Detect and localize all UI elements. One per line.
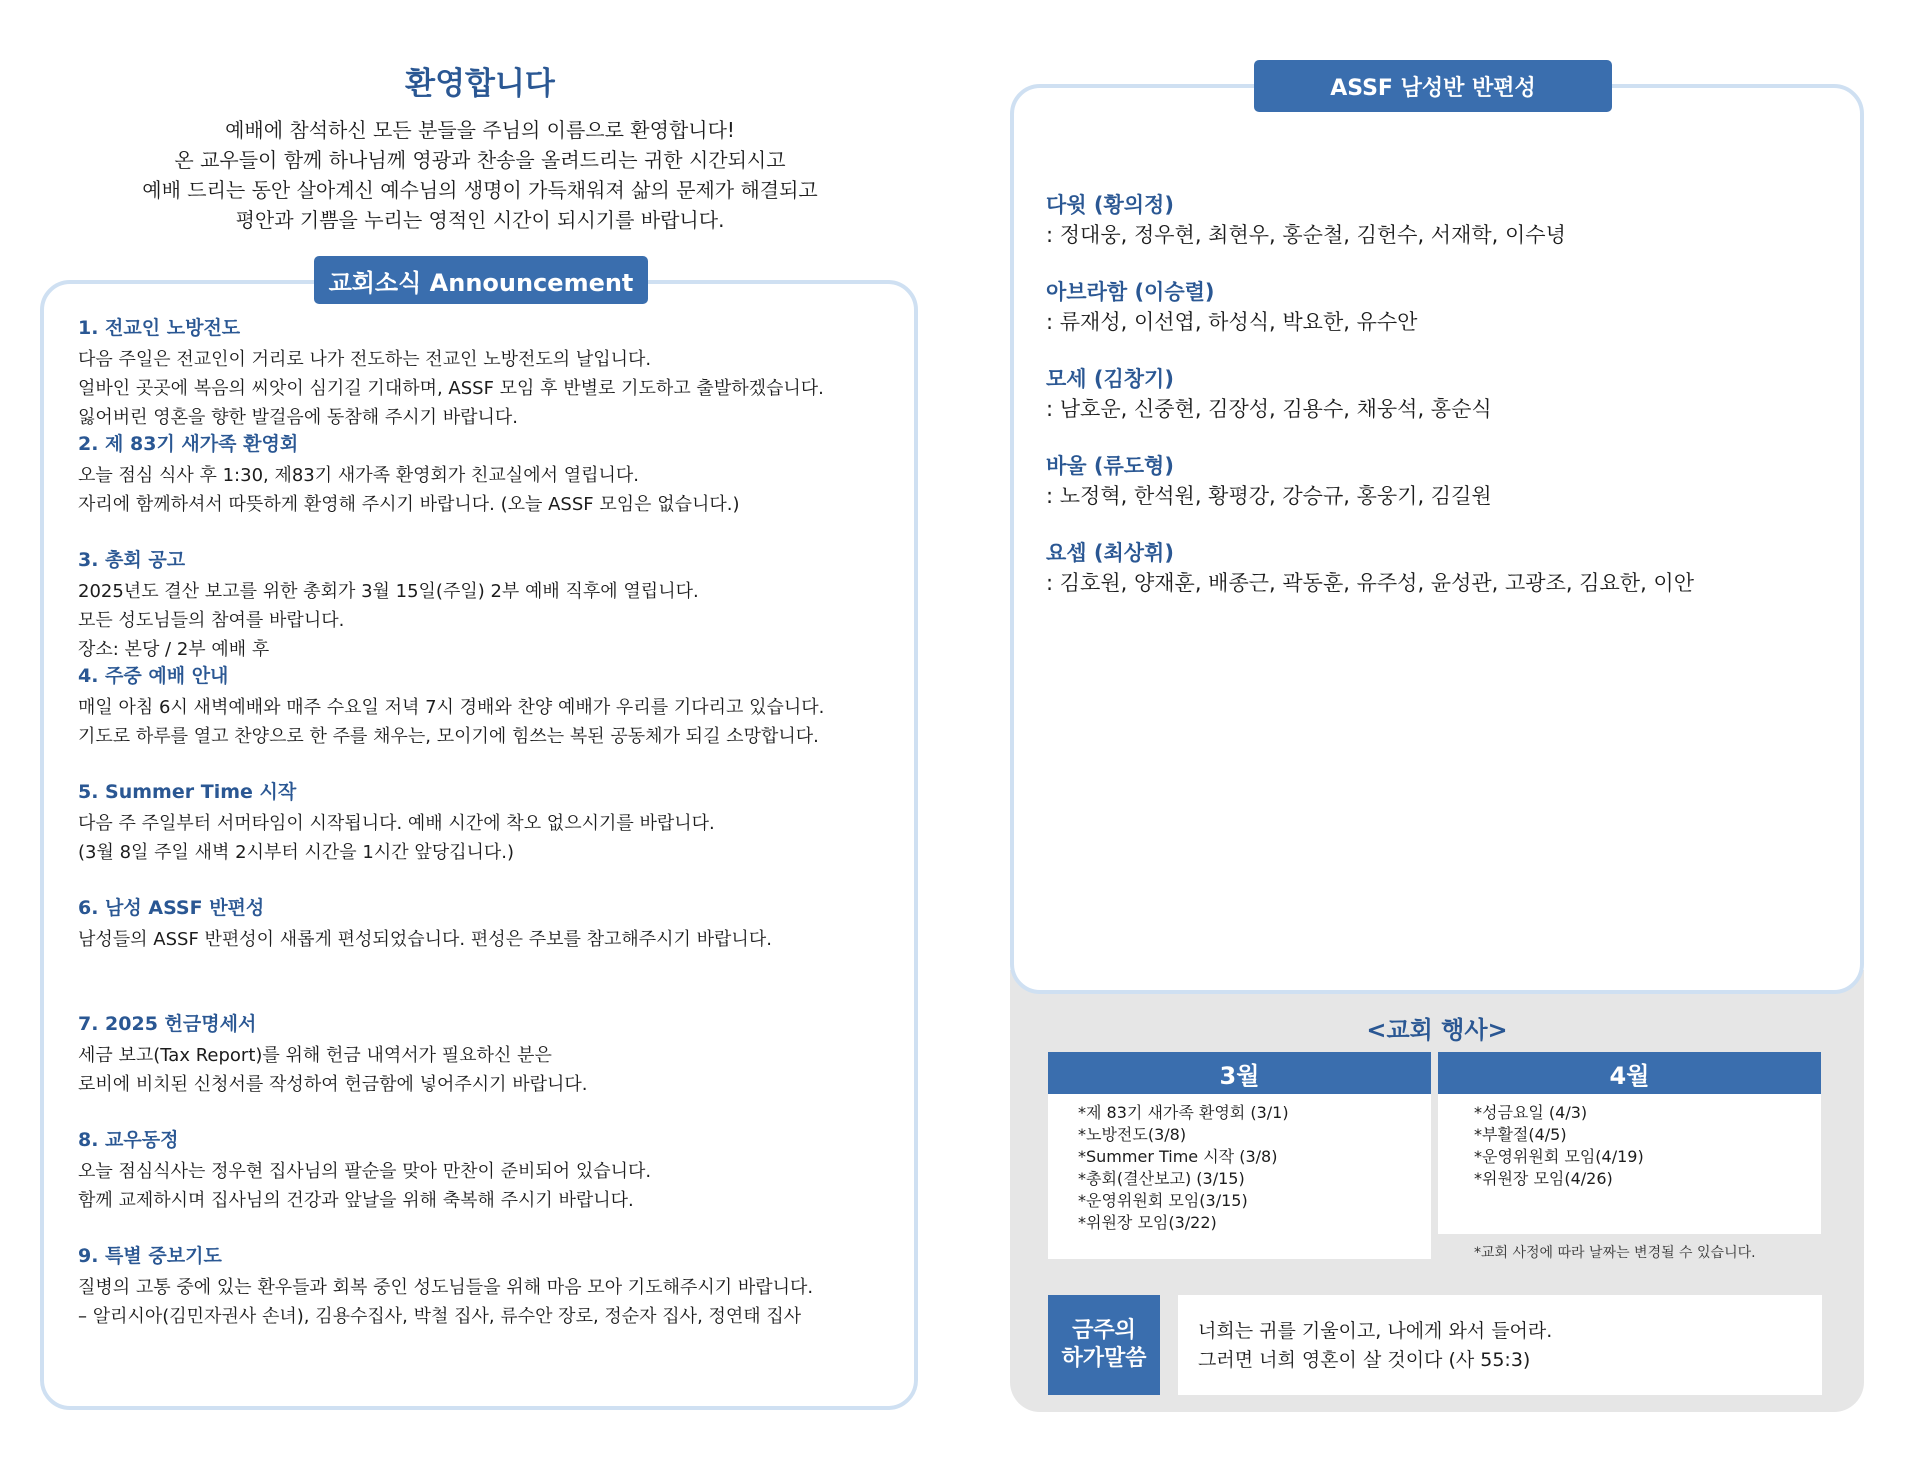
announcement-title: 5. Summer Time 시작 bbox=[78, 781, 297, 803]
group-name: 바울 (류도형) bbox=[1046, 454, 1174, 478]
announcement-item bbox=[78, 547, 918, 663]
events-title: <교회 행사> bbox=[1366, 1016, 1508, 1044]
announcement-text: 잃어버린 영혼을 향한 발걸음에 동참해 주시기 바랍니다. bbox=[78, 407, 518, 428]
announcement-list bbox=[78, 315, 918, 1359]
group-item bbox=[1046, 364, 1846, 451]
announcement-text: 2025년도 결산 보고를 위한 총회가 3월 15일(주일) 2부 예배 직후에 열립니다. bbox=[78, 581, 699, 602]
verse-text: 너희는 귀를 기울이고, 나에게 와서 들어라. bbox=[1198, 1320, 1553, 1342]
group-name: 요셉 (최상휘) bbox=[1046, 541, 1174, 565]
events-april-list bbox=[1438, 1094, 1821, 1190]
event-item: *위원장 모임(3/22) bbox=[1078, 1213, 1217, 1232]
events-march-list bbox=[1048, 1094, 1431, 1234]
events-april-header: 4월 bbox=[1438, 1052, 1821, 1094]
verse-label-line: 금주의 bbox=[1072, 1318, 1136, 1343]
welcome-line: 예배에 참석하신 모든 분들을 주님의 이름으로 환영합니다! bbox=[225, 118, 735, 142]
welcome-title: 환영합니다 bbox=[405, 66, 555, 102]
announcement-text: 모든 성도님들의 참여를 바랍니다. bbox=[78, 610, 345, 631]
verse-box bbox=[1178, 1295, 1822, 1395]
events-march-header: 3월 bbox=[1048, 1052, 1431, 1094]
announcement-item bbox=[78, 779, 918, 895]
group-members: : 남호운, 신중현, 김장성, 김용수, 채웅석, 홍순식 bbox=[1046, 397, 1492, 421]
event-item: *성금요일 (4/3) bbox=[1474, 1103, 1588, 1122]
announcement-item bbox=[78, 315, 918, 431]
event-item: *제 83기 새가족 환영회 (3/1) bbox=[1078, 1103, 1289, 1122]
announcement-text: 세금 보고(Tax Report)를 위해 헌금 내역서가 필요하신 분은 bbox=[78, 1045, 552, 1066]
announcement-text: 오늘 점심식사는 정우현 집사님의 팔순을 맞아 만찬이 준비되어 있습니다. bbox=[78, 1161, 652, 1182]
announcement-text: – 알리시아(김민자권사 손녀), 김용수집사, 박철 집사, 류수안 장로, 정순자 집사, 정연태 집사 bbox=[78, 1306, 802, 1327]
announcement-item bbox=[78, 1011, 918, 1127]
announcement-item bbox=[78, 1243, 918, 1359]
announcement-header: 교회소식 Announcement bbox=[314, 256, 648, 304]
welcome-line: 온 교우들이 함께 하나님께 영광과 찬송을 올려드리는 귀한 시간되시고 bbox=[174, 148, 786, 172]
announcement-text: 매일 아침 6시 새벽예배와 매주 수요일 저녁 7시 경배와 찬양 예배가 우리를 기다리고 있습니다. bbox=[78, 697, 825, 718]
events-april-column bbox=[1438, 1052, 1821, 1234]
welcome-line: 평안과 기쁨을 누리는 영적인 시간이 되시기를 바랍니다. bbox=[235, 208, 725, 232]
verse-label-line: 하가말씀 bbox=[1061, 1346, 1147, 1371]
announcement-text: 오늘 점심 식사 후 1:30, 제83기 새가족 환영회가 친교실에서 열립니다. bbox=[78, 465, 639, 486]
announcement-title: 1. 전교인 노방전도 bbox=[78, 317, 241, 339]
announcement-title: 8. 교우동정 bbox=[78, 1129, 179, 1151]
group-header: ASSF 남성반 반편성 bbox=[1254, 60, 1612, 112]
announcement-title: 6. 남성 ASSF 반편성 bbox=[78, 897, 265, 919]
group-members: : 류재성, 이선엽, 하성식, 박요한, 유수안 bbox=[1046, 310, 1418, 334]
group-members: : 정대웅, 정우현, 최현우, 홍순철, 김헌수, 서재학, 이수녕 bbox=[1046, 223, 1566, 247]
announcement-title: 3. 총회 공고 bbox=[78, 549, 186, 571]
announcement-text: 함께 교제하시며 집사님의 건강과 앞날을 위해 축복해 주시기 바랍니다. bbox=[78, 1190, 634, 1211]
group-name: 모세 (김창기) bbox=[1046, 367, 1174, 391]
verse-label bbox=[1048, 1295, 1160, 1395]
event-item: *총회(결산보고) (3/15) bbox=[1078, 1169, 1245, 1188]
announcement-item bbox=[78, 663, 918, 779]
group-item bbox=[1046, 277, 1846, 364]
group-item bbox=[1046, 190, 1846, 277]
event-item: *위원장 모임(4/26) bbox=[1474, 1169, 1613, 1188]
announcement-text: 얼바인 곳곳에 복음의 씨앗이 심기길 기대하며, ASSF 모임 후 반별로 기도하고 출발하겠습니다. bbox=[78, 378, 824, 399]
event-item: *Summer Time 시작 (3/8) bbox=[1078, 1147, 1278, 1166]
group-name: 아브라함 (이승렬) bbox=[1046, 280, 1215, 304]
announcement-text: 자리에 함께하셔서 따뜻하게 환영해 주시기 바랍니다. (오늘 ASSF 모임은 없습니다.) bbox=[78, 494, 740, 515]
announcement-text: 장소: 본당 / 2부 예배 후 bbox=[78, 639, 270, 660]
event-item: *노방전도(3/8) bbox=[1078, 1125, 1187, 1144]
announcement-title: 2. 제 83기 새가족 환영회 bbox=[78, 433, 299, 455]
event-item: *운영위원회 모임(3/15) bbox=[1078, 1191, 1248, 1210]
announcement-title: 4. 주중 예배 안내 bbox=[78, 665, 229, 687]
announcement-item bbox=[78, 895, 918, 1011]
announcement-text: 질병의 고통 중에 있는 환우들과 회복 중인 성도님들을 위해 마음 모아 기도해주시기 바랍니다. bbox=[78, 1277, 814, 1298]
announcement-text: 다음 주 주일부터 서머타임이 시작됩니다. 예배 시간에 착오 없으시기를 바랍니다. bbox=[78, 813, 715, 834]
announcement-text: 다음 주일은 전교인이 거리로 나가 전도하는 전교인 노방전도의 날입니다. bbox=[78, 349, 652, 370]
announcement-item bbox=[78, 431, 918, 547]
group-list bbox=[1046, 190, 1846, 625]
announcement-text: (3월 8일 주일 새벽 2시부터 시간을 1시간 앞당깁니다.) bbox=[78, 842, 514, 863]
group-item bbox=[1046, 451, 1846, 538]
announcement-title: 9. 특별 중보기도 bbox=[78, 1245, 222, 1267]
group-members: : 김호원, 양재훈, 배종근, 곽동훈, 유주성, 윤성관, 고광조, 김요한, 이안 bbox=[1046, 571, 1694, 595]
welcome-section bbox=[60, 58, 900, 235]
group-name: 다윗 (황의정) bbox=[1046, 193, 1174, 217]
event-item: *운영위원회 모임(4/19) bbox=[1474, 1147, 1644, 1166]
announcement-text: 로비에 비치된 신청서를 작성하여 헌금함에 넣어주시기 바랍니다. bbox=[78, 1074, 588, 1095]
announcement-item bbox=[78, 1127, 918, 1243]
events-note: *교회 사정에 따라 날짜는 변경될 수 있습니다. bbox=[1474, 1245, 1756, 1261]
group-members: : 노정혁, 한석원, 황평강, 강승규, 홍웅기, 김길원 bbox=[1046, 484, 1492, 508]
announcement-text: 기도로 하루를 열고 찬양으로 한 주를 채우는, 모이기에 힘쓰는 복된 공동체가 되길 소망합니다. bbox=[78, 726, 819, 747]
events-march-column bbox=[1048, 1052, 1431, 1259]
group-item bbox=[1046, 538, 1846, 625]
verse-text: 그러면 너희 영혼이 살 것이다 (사 55:3) bbox=[1198, 1349, 1531, 1371]
announcement-title: 7. 2025 헌금명세서 bbox=[78, 1013, 257, 1035]
announcement-text: 남성들의 ASSF 반편성이 새롭게 편성되었습니다. 편성은 주보를 참고해주시기 바랍니다. bbox=[78, 929, 772, 950]
welcome-line: 예배 드리는 동안 살아계신 예수님의 생명이 가득채워져 삶의 문제가 해결되고 bbox=[142, 178, 818, 202]
event-item: *부활절(4/5) bbox=[1474, 1125, 1567, 1144]
